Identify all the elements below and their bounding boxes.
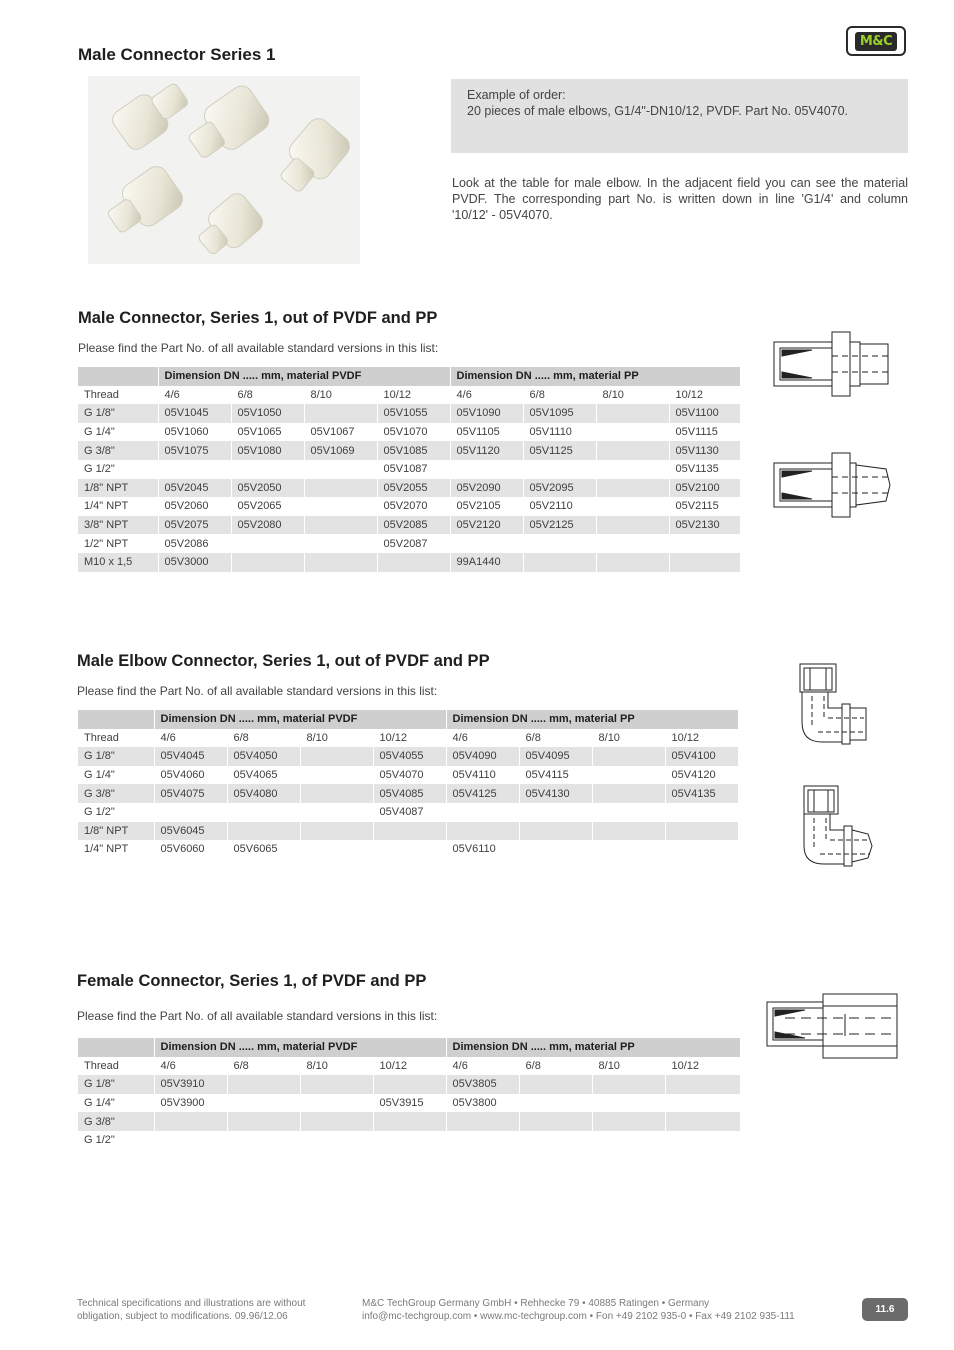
part-number-cell: 05V1085 [377, 441, 450, 460]
part-number-cell: 05V2070 [377, 497, 450, 516]
part-number-cell [592, 1112, 665, 1131]
column-header: 4/6 [446, 729, 519, 748]
part-number-cell: 05V4110 [446, 766, 519, 785]
footer-disclaimer [77, 1297, 305, 1323]
group-header-pp: Dimension DN ..... mm, material PP [446, 1038, 740, 1057]
part-number-cell: 05V4055 [373, 747, 446, 766]
part-number-cell [665, 1094, 740, 1113]
part-number-cell [300, 1112, 373, 1131]
group-header-pp: Dimension DN ..... mm, material PP [446, 710, 738, 729]
part-number-cell: 05V1060 [158, 423, 231, 442]
part-number-cell [596, 441, 669, 460]
part-number-cell [519, 1094, 592, 1113]
thread-cell: 1/4" NPT [78, 840, 154, 859]
footer-company [362, 1297, 795, 1323]
part-number-cell: 05V2130 [669, 516, 740, 535]
male-connector-drawing-2 [772, 451, 894, 521]
part-number-cell [300, 822, 373, 841]
part-number-cell [665, 1112, 740, 1131]
thread-cell: M10 x 1,5 [78, 553, 158, 572]
part-number-cell [523, 553, 596, 572]
part-number-cell: 05V2100 [669, 479, 740, 498]
part-number-cell: 05V1125 [523, 441, 596, 460]
part-number-cell: 05V1115 [669, 423, 740, 442]
part-number-cell [665, 1131, 740, 1150]
part-number-cell [304, 460, 377, 479]
section-intro: Please find the Part No. of all available standard versions in this list: [77, 684, 438, 698]
part-number-cell: 05V1110 [523, 423, 596, 442]
part-number-cell [592, 784, 665, 803]
table-row [78, 460, 740, 479]
part-number-cell [231, 460, 304, 479]
part-number-cell: 05V4045 [154, 747, 227, 766]
thread-cell: G 1/4" [78, 423, 158, 442]
thread-cell: 1/2" NPT [78, 534, 158, 553]
table-row [78, 1075, 740, 1094]
order-example-label: Example of order: [467, 88, 566, 102]
part-number-cell [592, 1094, 665, 1113]
group-header-pp: Dimension DN ..... mm, material PP [450, 367, 740, 386]
table-row [78, 404, 740, 423]
column-header: 4/6 [154, 729, 227, 748]
part-number-cell: 05V4135 [665, 784, 738, 803]
page-title: Male Connector Series 1 [78, 45, 276, 64]
column-header: 10/12 [665, 729, 738, 748]
part-number-cell: 05V4065 [227, 766, 300, 785]
part-number-cell: 05V4095 [519, 747, 592, 766]
part-number-cell: 05V1069 [304, 441, 377, 460]
part-number-cell: 05V4100 [665, 747, 738, 766]
part-number-cell [300, 1131, 373, 1150]
part-number-cell [596, 497, 669, 516]
part-number-cell [300, 803, 373, 822]
group-header-pvdf: Dimension DN ..... mm, material PVDF [154, 1038, 446, 1057]
part-number-cell: 05V3900 [154, 1094, 227, 1113]
part-number-cell [304, 497, 377, 516]
part-number-cell: 05V4080 [227, 784, 300, 803]
column-header: 4/6 [446, 1057, 519, 1076]
thread-cell: G 1/8" [78, 404, 158, 423]
column-header: 6/8 [519, 1057, 592, 1076]
part-number-cell [446, 803, 519, 822]
part-number-cell [227, 803, 300, 822]
part-number-cell: 05V3915 [373, 1094, 446, 1113]
male-connector-drawing-1 [772, 330, 892, 400]
column-header: 6/8 [519, 729, 592, 748]
footer-contact: info@mc-techgroup.com • www.mc-techgroup.com • Fon +49 2102 935-0 • Fax +49 2102 935-111 [362, 1311, 795, 1322]
part-number-cell: 05V3805 [446, 1075, 519, 1094]
part-number-cell: 05V4115 [519, 766, 592, 785]
part-number-cell [592, 840, 665, 859]
part-number-cell [227, 1131, 300, 1150]
part-number-cell: 05V6065 [227, 840, 300, 859]
column-header: 8/10 [300, 729, 373, 748]
part-number-cell [154, 1112, 227, 1131]
thread-cell: 1/8" NPT [78, 479, 158, 498]
part-number-cell: 05V4050 [227, 747, 300, 766]
part-number-cell [592, 766, 665, 785]
thread-cell: G 1/8" [78, 1075, 154, 1094]
part-number-cell: 05V4070 [373, 766, 446, 785]
part-number-cell [300, 747, 373, 766]
part-number-cell [596, 479, 669, 498]
column-header: 4/6 [158, 386, 231, 405]
column-header: 8/10 [592, 1057, 665, 1076]
part-number-cell [596, 404, 669, 423]
part-number-cell [227, 1112, 300, 1131]
part-number-cell [300, 784, 373, 803]
part-number-cell [519, 1131, 592, 1150]
column-header: 10/12 [665, 1057, 740, 1076]
part-number-cell: 05V2085 [377, 516, 450, 535]
column-header: 8/10 [300, 1057, 373, 1076]
part-number-cell [446, 1131, 519, 1150]
part-number-cell [596, 423, 669, 442]
footer-address: M&C TechGroup Germany GmbH • Rehhecke 79 • 40885 Ratingen • Germany [362, 1298, 710, 1309]
thread-cell: 1/8" NPT [78, 822, 154, 841]
part-number-cell [665, 803, 738, 822]
section-title-female-connector: Female Connector, Series 1, of PVDF and PP [77, 972, 427, 990]
part-number-cell [304, 479, 377, 498]
part-number-cell [596, 553, 669, 572]
section-title-male-elbow: Male Elbow Connector, Series 1, out of PVDF and PP [77, 652, 490, 670]
product-photo [88, 76, 360, 264]
table-row [78, 840, 738, 859]
table-row [78, 553, 740, 572]
table-row [78, 441, 740, 460]
table-row [78, 747, 738, 766]
table-row [78, 534, 740, 553]
part-number-cell [665, 822, 738, 841]
male-elbow-drawing-2 [800, 784, 876, 868]
group-header-pvdf: Dimension DN ..... mm, material PVDF [154, 710, 446, 729]
part-number-table-male-elbow [78, 710, 739, 859]
section-intro: Please find the Part No. of all available standard versions in this list: [78, 341, 439, 355]
thread-cell: G 1/2" [78, 1131, 154, 1150]
part-number-cell: 05V2075 [158, 516, 231, 535]
part-number-cell [377, 553, 450, 572]
column-header: 6/8 [227, 1057, 300, 1076]
part-number-cell [450, 460, 523, 479]
part-number-cell: 05V3000 [158, 553, 231, 572]
part-number-cell: 05V2087 [377, 534, 450, 553]
part-number-cell [154, 803, 227, 822]
column-header: Thread [78, 1057, 154, 1076]
part-number-cell: 05V4120 [665, 766, 738, 785]
logo-text: M&C [855, 32, 897, 51]
part-number-cell [669, 534, 740, 553]
column-header: 6/8 [227, 729, 300, 748]
part-number-cell: 05V4130 [519, 784, 592, 803]
header-blank-cell [78, 710, 154, 729]
part-number-cell: 05V1100 [669, 404, 740, 423]
order-explanation: Look at the table for male elbow. In the adjacent field you can see the material PVDF. The corresponding part No. is written down in line 'G1/4' and column '10/12' - 05V4070. [452, 176, 908, 222]
part-number-cell: 05V2050 [231, 479, 304, 498]
table-row [78, 822, 738, 841]
part-number-cell: 05V1105 [450, 423, 523, 442]
section-intro: Please find the Part No. of all available standard versions in this list: [77, 1009, 438, 1023]
page-number-badge: 11.6 [862, 1298, 908, 1321]
part-number-cell [304, 553, 377, 572]
part-number-cell [596, 534, 669, 553]
part-number-cell [519, 1075, 592, 1094]
thread-cell: G 3/8" [78, 441, 158, 460]
part-number-cell: 05V1070 [377, 423, 450, 442]
part-number-cell [373, 840, 446, 859]
part-number-cell: 05V4090 [446, 747, 519, 766]
thread-cell: G 3/8" [78, 1112, 154, 1131]
part-number-cell [596, 460, 669, 479]
footer-disclaimer-line: Technical specifications and illustrations are without [77, 1298, 306, 1309]
part-number-cell [227, 1094, 300, 1113]
column-header: 10/12 [373, 729, 446, 748]
part-number-cell [304, 404, 377, 423]
part-number-cell [154, 1131, 227, 1150]
thread-cell: 1/4" NPT [78, 497, 158, 516]
part-number-cell [519, 803, 592, 822]
part-number-cell: 99A1440 [450, 553, 523, 572]
part-number-cell: 05V1075 [158, 441, 231, 460]
part-number-cell: 05V1080 [231, 441, 304, 460]
part-number-cell [158, 460, 231, 479]
thread-cell: 3/8" NPT [78, 516, 158, 535]
order-example-text: 20 pieces of male elbows, G1/4"-DN10/12, PVDF. Part No. 05V4070. [467, 104, 849, 118]
table-row [78, 423, 740, 442]
company-logo [846, 26, 906, 56]
section-title-male-connector: Male Connector, Series 1, out of PVDF and PP [78, 309, 438, 327]
part-number-table-female-connector [78, 1038, 741, 1150]
part-number-cell: 05V3800 [446, 1094, 519, 1113]
part-number-cell [373, 1112, 446, 1131]
part-number-cell: 05V4075 [154, 784, 227, 803]
part-number-cell [596, 516, 669, 535]
table-row [78, 1112, 740, 1131]
column-header: 4/6 [450, 386, 523, 405]
part-number-cell [592, 1131, 665, 1150]
thread-cell: G 3/8" [78, 784, 154, 803]
part-number-cell: 05V2095 [523, 479, 596, 498]
part-number-cell: 05V2065 [231, 497, 304, 516]
part-number-table-male-connector [78, 367, 741, 572]
part-number-cell [665, 840, 738, 859]
part-number-cell [300, 840, 373, 859]
part-number-cell [669, 553, 740, 572]
table-row [78, 766, 738, 785]
part-number-cell: 05V2120 [450, 516, 523, 535]
column-header: 10/12 [377, 386, 450, 405]
part-number-cell [592, 803, 665, 822]
thread-cell: G 1/4" [78, 766, 154, 785]
table-row [78, 803, 738, 822]
connectors-image [88, 76, 360, 264]
part-number-cell: 05V4087 [373, 803, 446, 822]
part-number-cell: 05V1050 [231, 404, 304, 423]
part-number-cell [373, 1075, 446, 1094]
part-number-cell: 05V1090 [450, 404, 523, 423]
part-number-cell: 05V6045 [154, 822, 227, 841]
part-number-cell: 05V2055 [377, 479, 450, 498]
column-header: Thread [78, 386, 158, 405]
part-number-cell: 05V2110 [523, 497, 596, 516]
part-number-cell [300, 1094, 373, 1113]
table-row [78, 1131, 740, 1150]
part-number-cell [450, 534, 523, 553]
thread-cell: G 1/8" [78, 747, 154, 766]
part-number-cell: 05V1045 [158, 404, 231, 423]
part-number-cell: 05V1120 [450, 441, 523, 460]
part-number-cell: 05V3910 [154, 1075, 227, 1094]
column-header: 10/12 [669, 386, 740, 405]
part-number-cell: 05V2105 [450, 497, 523, 516]
table-row [78, 516, 740, 535]
part-number-cell [592, 1075, 665, 1094]
group-header-pvdf: Dimension DN ..... mm, material PVDF [158, 367, 450, 386]
part-number-cell [523, 460, 596, 479]
part-number-cell: 05V6060 [154, 840, 227, 859]
part-number-cell [300, 1075, 373, 1094]
order-example-box [451, 79, 908, 153]
part-number-cell: 05V1095 [523, 404, 596, 423]
footer-disclaimer-line: obligation, subject to modifications. 09.96/12.06 [77, 1311, 288, 1322]
part-number-cell [231, 553, 304, 572]
part-number-cell [523, 534, 596, 553]
thread-cell: G 1/2" [78, 803, 154, 822]
column-header: 6/8 [523, 386, 596, 405]
female-connector-drawing [765, 992, 899, 1062]
part-number-cell: 05V2086 [158, 534, 231, 553]
part-number-cell: 05V1065 [231, 423, 304, 442]
column-header: 4/6 [154, 1057, 227, 1076]
part-number-cell: 05V2090 [450, 479, 523, 498]
column-header: 8/10 [592, 729, 665, 748]
part-number-cell: 05V1055 [377, 404, 450, 423]
part-number-cell [227, 822, 300, 841]
male-elbow-drawing-1 [798, 662, 870, 746]
part-number-cell: 05V4125 [446, 784, 519, 803]
header-blank-cell [78, 1038, 154, 1057]
part-number-cell: 05V1135 [669, 460, 740, 479]
part-number-cell: 05V4085 [373, 784, 446, 803]
thread-cell: G 1/2" [78, 460, 158, 479]
part-number-cell [519, 822, 592, 841]
column-header: 8/10 [304, 386, 377, 405]
part-number-cell: 05V2125 [523, 516, 596, 535]
part-number-cell [373, 1131, 446, 1150]
column-header: 10/12 [373, 1057, 446, 1076]
part-number-cell [446, 822, 519, 841]
part-number-cell: 05V2060 [158, 497, 231, 516]
part-number-cell [592, 822, 665, 841]
part-number-cell [592, 747, 665, 766]
part-number-cell [373, 822, 446, 841]
part-number-cell [446, 1112, 519, 1131]
part-number-cell [519, 840, 592, 859]
table-row [78, 479, 740, 498]
part-number-cell [519, 1112, 592, 1131]
part-number-cell [227, 1075, 300, 1094]
part-number-cell: 05V2115 [669, 497, 740, 516]
part-number-cell: 05V1130 [669, 441, 740, 460]
column-header: 8/10 [596, 386, 669, 405]
part-number-cell [304, 516, 377, 535]
column-header: Thread [78, 729, 154, 748]
part-number-cell: 05V1087 [377, 460, 450, 479]
header-blank-cell [78, 367, 158, 386]
table-row [78, 784, 738, 803]
part-number-cell [231, 534, 304, 553]
part-number-cell [665, 1075, 740, 1094]
part-number-cell [300, 766, 373, 785]
part-number-cell [304, 534, 377, 553]
part-number-cell: 05V6110 [446, 840, 519, 859]
part-number-cell: 05V2080 [231, 516, 304, 535]
part-number-cell: 05V4060 [154, 766, 227, 785]
thread-cell: G 1/4" [78, 1094, 154, 1113]
table-row [78, 1094, 740, 1113]
part-number-cell: 05V2045 [158, 479, 231, 498]
table-row [78, 497, 740, 516]
part-number-cell: 05V1067 [304, 423, 377, 442]
column-header: 6/8 [231, 386, 304, 405]
